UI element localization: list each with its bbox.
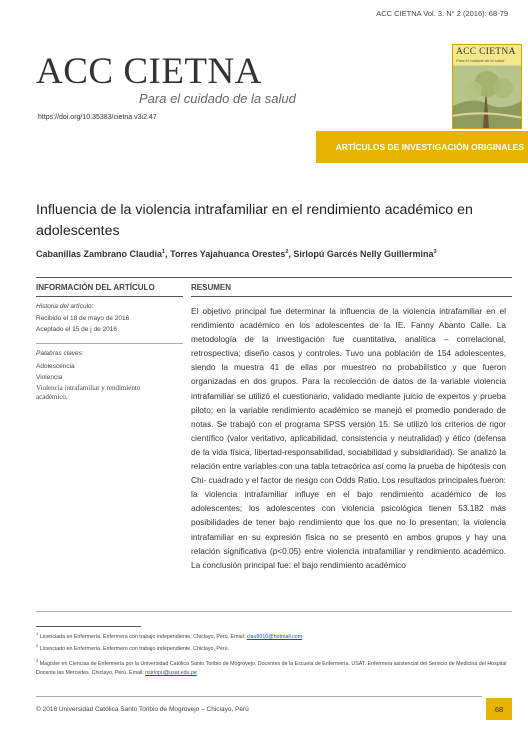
accepted-date: Aceptado el 15 de j de 2016 — [36, 326, 117, 333]
keyword-item: Violencia — [36, 374, 63, 381]
footnote-separator — [36, 626, 141, 627]
section-banner: ARTÍCULOS DE INVESTIGACIÓN ORIGINALES — [316, 131, 528, 163]
footnote-text: Licenciado en Enfermería. Enfermero con trabajo independiente, Chiclayo, Perú. — [39, 645, 230, 652]
abstract-heading-rule — [191, 296, 512, 297]
journal-logo-tagline: Para el cuidado de la salud — [139, 91, 296, 106]
author-separator: , — [165, 249, 171, 259]
received-date: Recibido el 18 de mayo de 2016 — [36, 315, 130, 322]
author-name: Sirlopú Garcés Nelly Guillermina — [293, 249, 434, 259]
journal-cover-image — [452, 44, 522, 129]
keyword-item: Violencia intrafamiliar y rendimiento — [36, 384, 141, 392]
author-name: Cabanillas Zambrano Claudia — [36, 249, 163, 259]
footnote — [36, 656, 516, 678]
cover-painting-icon — [453, 66, 522, 128]
keywords-label: Palabras claves: — [36, 350, 84, 357]
author-list — [36, 249, 437, 259]
abstract-text: El objetivo principal fue determinar la influencia de la violencia intrafamiliar en el rendimiento académico en los adolescentes de la IE. Fanny Abanto Calle. La metodología de la investigación fue cuantitativa, analítica – correlacional, retrospectiva; diseño casos y controles. Tuvo una población de 154 adolescentes, siendo la muestra 41 de ellas por muestreo no probabilístico y que fueron organizadas en dos grupos. Para la recolección de datos de la variable violencia intrafamiliar se utilizó el cuestionario, validado mediante juicio de expertos y prueba piloto; en la variable rendimiento académico se manejó el promedio ponderado de notas. Se trabajó con el programa SPSS versión 15. Se utilizó los criterios de rigor científico (valor veritativo, aplicabilidad, consistencia y neutralidad) y ético (defensa de la vida física, libertad-responsabilidad, sociabilidad y subsidiaridad). Se analizó la relación entre variables con una tabla tetracórica así como la prueba de hipótesis con Chi- cuadrado y el factor de riesgo con Odds Ratio. Los resultados principales fueron: la violencia intrafamiliar influye en el bajo rendimiento académico de los adolescentes; los adolescentes con violencia psicológica tienen 53.182 más posibilidades de tener bajo rendimiento que los que no lo presentan; la violencia intrafamiliar en su expresión física no se presentó en ambos grupos y hay una relación significativa (p<0.05) entre violencia intrafamiliar y rendimiento académico. La conclusión principal fue: el bajo rendimiento académico — [191, 306, 506, 570]
footnote-email-link[interactable]: nsirlopu@usat.edu.pe — [145, 669, 197, 676]
journal-reference: ACC CIETNA Vol. 3. N° 2 (2016): 68-79 — [376, 9, 508, 18]
abstract-heading: RESUMEN — [191, 283, 232, 292]
author-affiliation-mark: 2 — [285, 249, 289, 255]
journal-brand — [36, 51, 296, 106]
cover-tagline: Para el cuidado de la salud — [453, 58, 521, 65]
info-divider — [36, 343, 183, 344]
keyword-item: Adolescencia — [36, 363, 75, 370]
footnote-email-link[interactable]: clau9010@hotmail.com — [246, 633, 303, 640]
top-divider — [36, 277, 512, 278]
page-number: 68 — [486, 698, 512, 720]
footnote — [36, 629, 516, 642]
cover-title: ACC CIETNA — [453, 45, 521, 58]
footnote-text: Licenciada en Enfermería. Enfermera con trabajo independiente, Chiclayo, Perú. Email: — [39, 633, 247, 640]
info-heading-rule — [36, 296, 183, 297]
journal-logo-title: ACC CIETNA — [36, 51, 262, 92]
doi-link[interactable]: https://doi.org/10.35383/cietna.v3i2.47 — [38, 114, 157, 121]
footnote-mark: 2 — [36, 643, 39, 648]
copyright-footer: © 2018 Universidad Católica Santo Toribio de Mogrovejo – Chiclayo, Perú — [36, 706, 249, 713]
footnote-mark: 1 — [36, 631, 39, 636]
footnote-text: Magister en Ciencias de Enfermería por la Universidad Católica Santo Toribio de Mogrovejo. Docentes de la Escuela de Enfermería. USAT. Enfermera asistencial del Servicio de Medicina del Hospital Docente las Mercedes. Chiclayo, Perú. Email: — [36, 660, 507, 676]
history-label: Historia del artículo: — [36, 303, 94, 310]
keyword-item: académico. — [36, 393, 68, 401]
author-name: Torres Yajahuanca Orestes — [170, 249, 286, 259]
footer-rule — [36, 696, 482, 697]
author-separator: , — [288, 249, 294, 259]
footnote — [36, 641, 516, 654]
author-affiliation-mark: 3 — [433, 249, 437, 255]
article-title: Influencia de la violencia intrafamiliar en el rendimiento académico en adolescentes — [36, 202, 473, 239]
article-info-heading: INFORMACIÓN DEL ARTÍCULO — [36, 283, 155, 292]
author-affiliation-mark: 1 — [162, 249, 166, 255]
abstract-bottom-rule — [36, 611, 512, 612]
footnote-mark: 3 — [36, 658, 39, 663]
